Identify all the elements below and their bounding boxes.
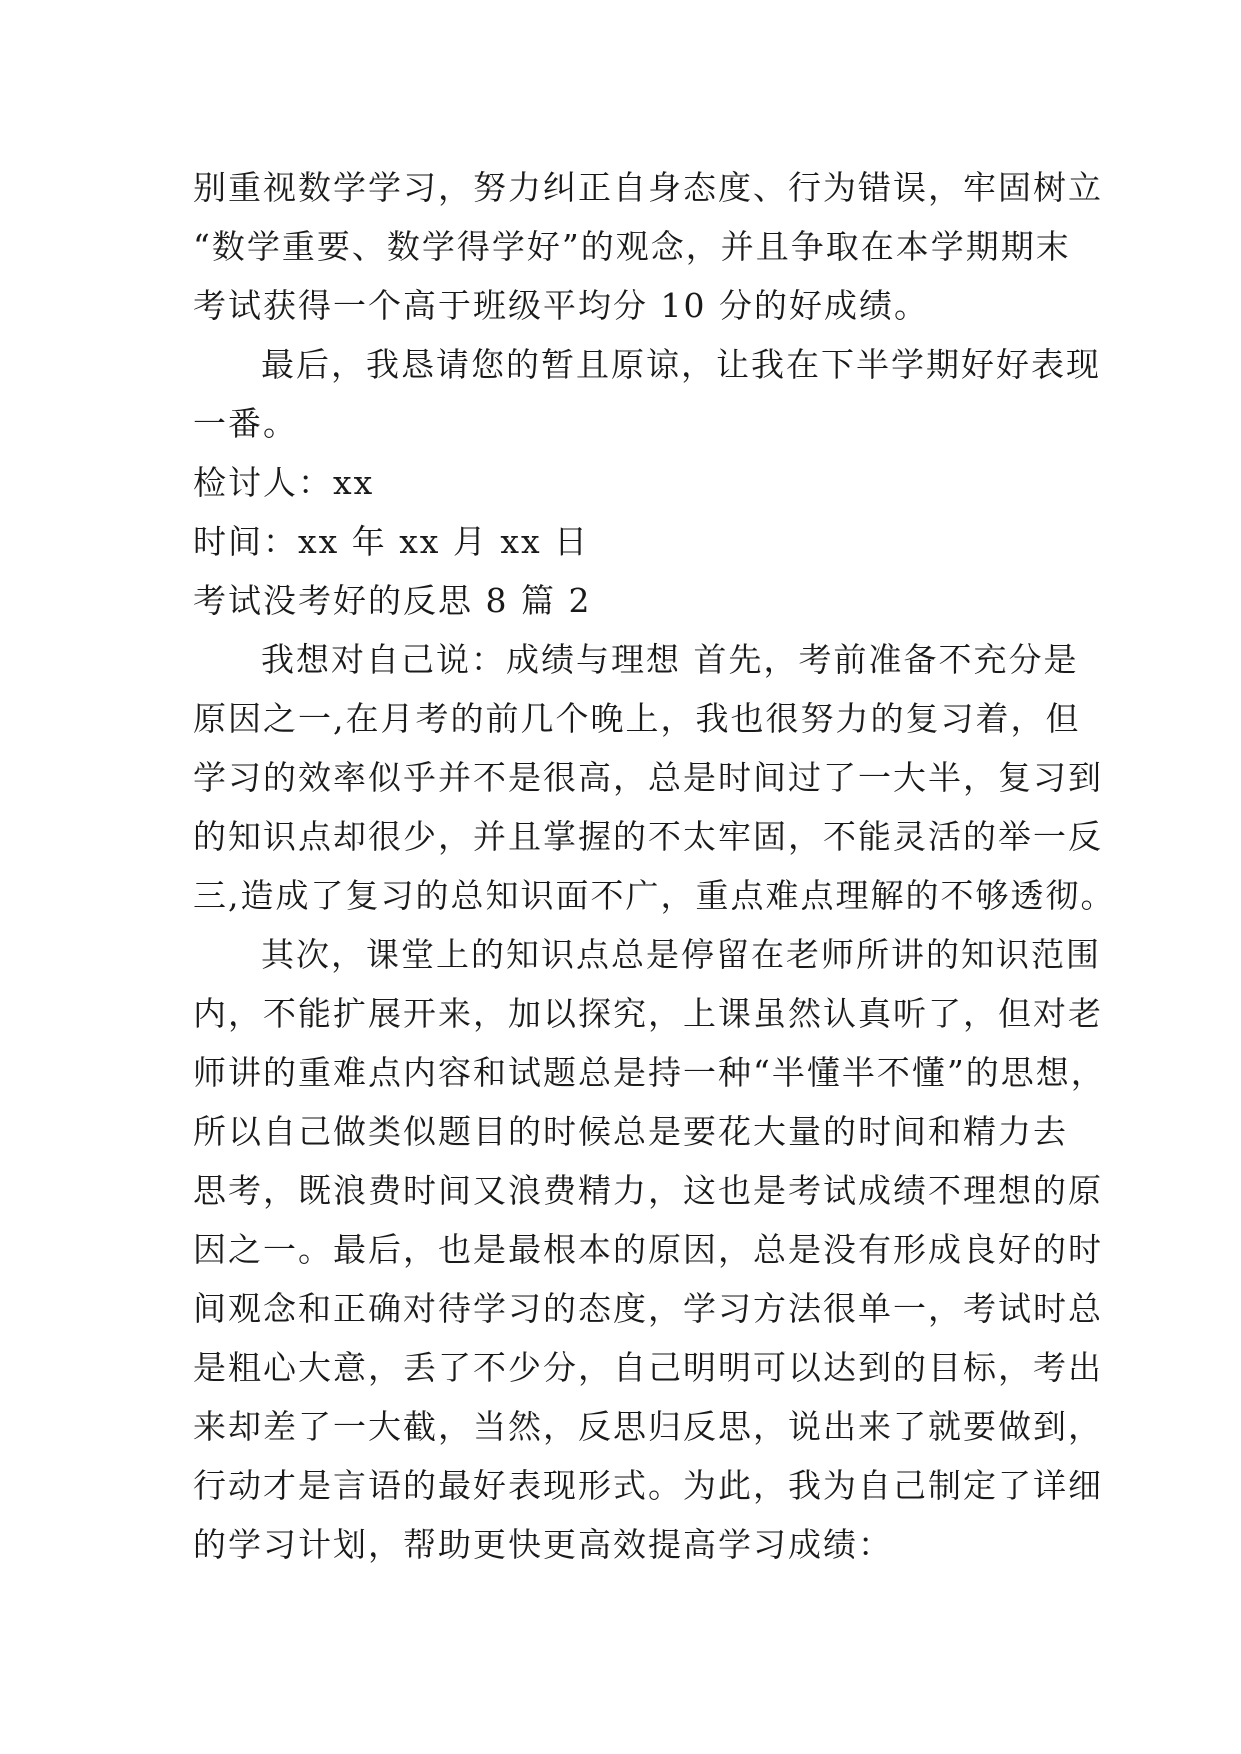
section-title: 考试没考好的反思 8 篇 2 xyxy=(193,581,592,620)
paragraph-1 xyxy=(193,158,1103,335)
text-line: 最后，我恳请您的暂且原谅，让我在下半学期好好表现 xyxy=(261,345,1101,384)
text-line: 学习的效率似乎并不是很高，总是时间过了一大半，复习到 xyxy=(193,758,1103,797)
document-body xyxy=(193,158,1116,1574)
text-line: 我想对自己说：成绩与理想 首先，考前准备不充分是 xyxy=(261,640,1079,679)
text-line: 的学习计划，帮助更快更高效提高学习成绩： xyxy=(193,1525,893,1564)
text-line: 行动才是言语的最好表现形式。为此，我为自己制定了详细 xyxy=(193,1466,1103,1505)
paragraph-4 xyxy=(193,925,1106,1574)
text-line: 其次，课堂上的知识点总是停留在老师所讲的知识范围 xyxy=(261,935,1101,974)
text-line: 一番。 xyxy=(193,404,298,443)
text-line: 思考，既浪费时间又浪费精力，这也是考试成绩不理想的原 xyxy=(193,1171,1103,1210)
paragraph-3 xyxy=(193,630,1116,925)
signer-line: 检讨人：xx xyxy=(193,463,375,502)
paragraph-2 xyxy=(193,335,1101,453)
text-line: 间观念和正确对待学习的态度，学习方法很单一，考试时总 xyxy=(193,1289,1103,1328)
text-line: 所以自己做类似题目的时候总是要花大量的时间和精力去 xyxy=(193,1112,1068,1151)
text-line: 是粗心大意，丢了不少分，自己明明可以达到的目标，考出 xyxy=(193,1348,1103,1387)
text-line: 师讲的重难点内容和试题总是持一种“半懂半不懂”的思想， xyxy=(193,1053,1106,1092)
date-line: 时间：xx 年 xx 月 xx 日 xyxy=(193,522,590,561)
text-line: 别重视数学学习，努力纠正自身态度、行为错误，牢固树立 xyxy=(193,168,1103,207)
text-line: 因之一。最后，也是最根本的原因，总是没有形成良好的时 xyxy=(193,1230,1103,1269)
text-line: 内，不能扩展开来，加以探究，上课虽然认真听了，但对老 xyxy=(193,994,1103,1033)
text-line: 三,造成了复习的总知识面不广，重点难点理解的不够透彻。 xyxy=(193,876,1116,915)
text-line: “数学重要、数学得学好”的观念，并且争取在本学期期末 xyxy=(193,227,1071,266)
text-line: 来却差了一大截，当然，反思归反思，说出来了就要做到， xyxy=(193,1407,1103,1446)
text-line: 考试获得一个高于班级平均分 10 分的好成绩。 xyxy=(193,286,929,325)
text-line: 的知识点却很少，并且掌握的不太牢固，不能灵活的举一反 xyxy=(193,817,1103,856)
text-line: 原因之一,在月考的前几个晚上，我也很努力的复习着，但 xyxy=(193,699,1081,738)
